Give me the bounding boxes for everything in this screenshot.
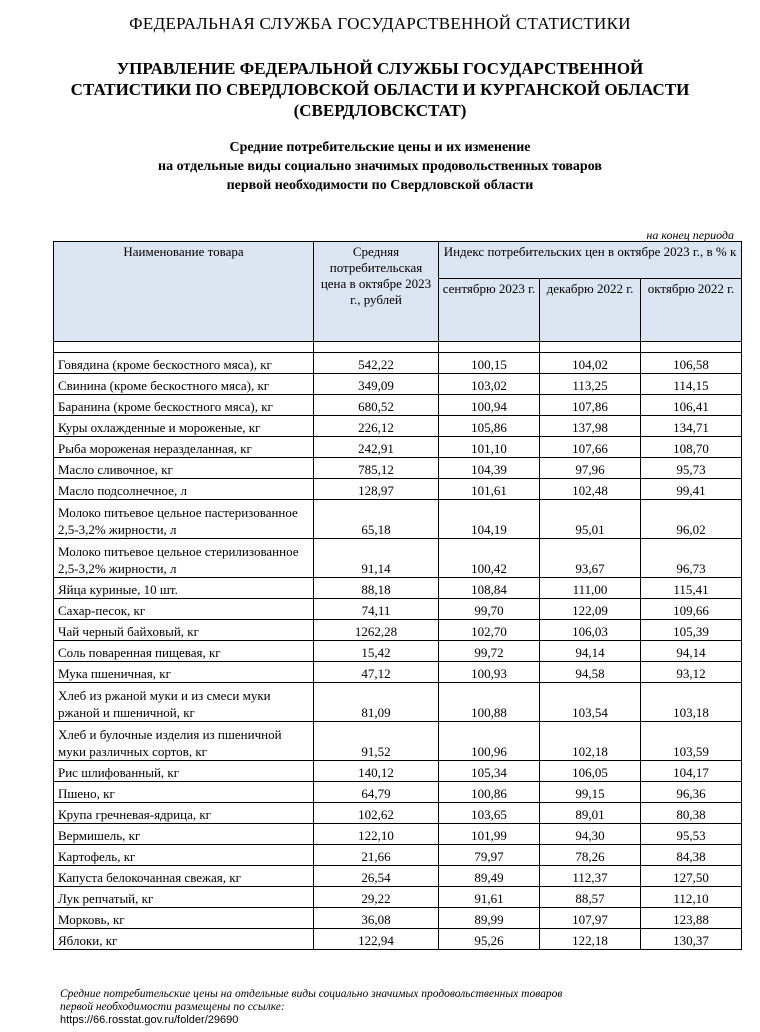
table-row [54,437,742,458]
table-row [54,620,742,641]
cell-product-name: Молоко питьевое цельное пастеризованное 2,5-3,2% жирности, л [54,500,314,539]
cell-index-october-2022: 109,66 [641,599,742,620]
cell-product-name: Баранина (кроме бескостного мяса), кг [54,395,314,416]
cell-index-december-2022: 122,18 [540,929,641,950]
cell-average-price: 26,54 [314,866,439,887]
cell-index-october-2022: 99,41 [641,479,742,500]
spacer-cell [314,342,439,353]
cell-index-october-2022: 84,38 [641,845,742,866]
cell-average-price: 65,18 [314,500,439,539]
subtitle-line: первой необходимости по Свердловской области [226,178,534,193]
cell-product-name: Куры охлажденные и мороженые, кг [54,416,314,437]
cell-index-september-2023: 100,94 [439,395,540,416]
subtitle-line: Средние потребительские цены и их изменение [229,140,531,155]
cell-index-september-2023: 103,65 [439,803,540,824]
cell-average-price: 81,09 [314,683,439,722]
footnote-link[interactable]: https://66.rosstat.gov.ru/folder/29690 [60,1014,239,1026]
cell-index-october-2022: 95,73 [641,458,742,479]
cell-product-name: Хлеб и булочные изделия из пшеничной муки различных сортов, кг [54,722,314,761]
cell-product-name: Капуста белокочанная свежая, кг [54,866,314,887]
cell-average-price: 226,12 [314,416,439,437]
table-row [54,458,742,479]
table-row [54,641,742,662]
cell-average-price: 64,79 [314,782,439,803]
spacer-row [54,342,742,353]
table-row [54,539,742,578]
cell-product-name: Морковь, кг [54,908,314,929]
table-row [54,908,742,929]
cell-average-price: 91,52 [314,722,439,761]
cell-index-october-2022: 96,02 [641,500,742,539]
cell-index-december-2022: 107,97 [540,908,641,929]
cell-product-name: Мука пшеничная, кг [54,662,314,683]
cell-index-december-2022: 103,54 [540,683,641,722]
cell-index-september-2023: 104,19 [439,500,540,539]
cell-index-september-2023: 102,70 [439,620,540,641]
cell-index-december-2022: 99,15 [540,782,641,803]
cell-average-price: 128,97 [314,479,439,500]
cell-index-december-2022: 95,01 [540,500,641,539]
prices-table [53,241,742,950]
cell-index-december-2022: 89,01 [540,803,641,824]
cell-index-september-2023: 108,84 [439,578,540,599]
cell-product-name: Чай черный байховый, кг [54,620,314,641]
cell-index-october-2022: 114,15 [641,374,742,395]
table-row [54,500,742,539]
table-row [54,353,742,374]
cell-index-september-2023: 105,34 [439,761,540,782]
spacer-cell [540,342,641,353]
cell-index-december-2022: 107,66 [540,437,641,458]
table-row [54,578,742,599]
cell-index-december-2022: 97,96 [540,458,641,479]
cell-index-december-2022: 78,26 [540,845,641,866]
cell-index-december-2022: 113,25 [540,374,641,395]
table-row [54,887,742,908]
cell-product-name: Яйца куриные, 10 шт. [54,578,314,599]
cell-average-price: 140,12 [314,761,439,782]
cell-index-september-2023: 89,49 [439,866,540,887]
cell-product-name: Хлеб из ржаной муки и из смеси муки ржаной и пшеничной, кг [54,683,314,722]
table-row [54,803,742,824]
cell-product-name: Яблоки, кг [54,929,314,950]
header-index-december-2022: декабрю 2022 г. [540,279,641,342]
cell-average-price: 122,10 [314,824,439,845]
cell-index-december-2022: 106,03 [540,620,641,641]
cell-average-price: 680,52 [314,395,439,416]
cell-index-december-2022: 94,14 [540,641,641,662]
cell-index-october-2022: 104,17 [641,761,742,782]
header-index-october-2022: октябрю 2022 г. [641,279,742,342]
cell-index-september-2023: 100,42 [439,539,540,578]
cell-index-september-2023: 101,61 [439,479,540,500]
cell-index-december-2022: 104,02 [540,353,641,374]
cell-index-october-2022: 127,50 [641,866,742,887]
cell-index-december-2022: 112,37 [540,866,641,887]
table-row [54,824,742,845]
table-row [54,416,742,437]
subtitle-line: на отдельные виды социально значимых продовольственных товаров [158,159,602,174]
cell-index-september-2023: 89,99 [439,908,540,929]
cell-average-price: 47,12 [314,662,439,683]
cell-average-price: 29,22 [314,887,439,908]
cell-product-name: Рыба мороженая неразделанная, кг [54,437,314,458]
table-row [54,866,742,887]
table-row [54,722,742,761]
cell-average-price: 122,94 [314,929,439,950]
cell-index-september-2023: 99,70 [439,599,540,620]
period-note: на конец периода [646,228,734,242]
cell-index-september-2023: 100,86 [439,782,540,803]
cell-index-october-2022: 96,73 [641,539,742,578]
cell-index-december-2022: 94,30 [540,824,641,845]
header-price-index: Индекс потребительских цен в октябре 2023 г., в % к [439,242,742,279]
cell-product-name: Лук репчатый, кг [54,887,314,908]
cell-average-price: 349,09 [314,374,439,395]
cell-product-name: Соль поваренная пищевая, кг [54,641,314,662]
department-title-line: СТАТИСТИКИ ПО СВЕРДЛОВСКОЙ ОБЛАСТИ И КУРГАНСКОЙ ОБЛАСТИ [70,80,690,99]
cell-index-october-2022: 103,18 [641,683,742,722]
cell-index-september-2023: 100,88 [439,683,540,722]
cell-index-october-2022: 105,39 [641,620,742,641]
department-title-line: УПРАВЛЕНИЕ ФЕДЕРАЛЬНОЙ СЛУЖБЫ ГОСУДАРСТВЕННОЙ [116,59,644,78]
cell-average-price: 15,42 [314,641,439,662]
table-row [54,782,742,803]
table-row [54,395,742,416]
cell-product-name: Сахар-песок, кг [54,599,314,620]
cell-index-october-2022: 106,58 [641,353,742,374]
table-row [54,374,742,395]
cell-index-september-2023: 100,96 [439,722,540,761]
cell-average-price: 36,08 [314,908,439,929]
cell-average-price: 542,22 [314,353,439,374]
cell-index-september-2023: 101,99 [439,824,540,845]
cell-index-december-2022: 102,18 [540,722,641,761]
cell-index-september-2023: 103,02 [439,374,540,395]
table-row [54,599,742,620]
cell-average-price: 91,14 [314,539,439,578]
cell-product-name: Крупа гречневая-ядрица, кг [54,803,314,824]
cell-average-price: 242,91 [314,437,439,458]
cell-index-october-2022: 134,71 [641,416,742,437]
cell-product-name: Свинина (кроме бескостного мяса), кг [54,374,314,395]
cell-index-october-2022: 123,88 [641,908,742,929]
cell-average-price: 88,18 [314,578,439,599]
cell-index-october-2022: 93,12 [641,662,742,683]
cell-product-name: Картофель, кг [54,845,314,866]
table-row [54,929,742,950]
cell-product-name: Масло сливочное, кг [54,458,314,479]
cell-average-price: 21,66 [314,845,439,866]
department-title [40,58,720,121]
cell-index-december-2022: 111,00 [540,578,641,599]
spacer-cell [439,342,540,353]
spacer-cell [54,342,314,353]
cell-index-september-2023: 95,26 [439,929,540,950]
cell-product-name: Молоко питьевое цельное стерилизованное 2,5-3,2% жирности, л [54,539,314,578]
cell-product-name: Вермишель, кг [54,824,314,845]
cell-average-price: 785,12 [314,458,439,479]
cell-index-october-2022: 80,38 [641,803,742,824]
cell-average-price: 74,11 [314,599,439,620]
document-subtitle [40,138,720,195]
cell-product-name: Рис шлифованный, кг [54,761,314,782]
cell-index-october-2022: 112,10 [641,887,742,908]
cell-index-october-2022: 96,36 [641,782,742,803]
cell-product-name: Говядина (кроме бескостного мяса), кг [54,353,314,374]
table-row [54,683,742,722]
agency-title: ФЕДЕРАЛЬНАЯ СЛУЖБА ГОСУДАРСТВЕННОЙ СТАТИСТИКИ [129,14,631,33]
cell-index-december-2022: 93,67 [540,539,641,578]
cell-index-october-2022: 108,70 [641,437,742,458]
cell-index-october-2022: 103,59 [641,722,742,761]
cell-product-name: Масло подсолнечное, л [54,479,314,500]
table-row [54,479,742,500]
footnote-text: Средние потребительские цены на отдельные виды социально значимых продовольственных товаров [60,988,563,1000]
cell-index-september-2023: 100,15 [439,353,540,374]
cell-index-october-2022: 130,37 [641,929,742,950]
cell-index-september-2023: 104,39 [439,458,540,479]
cell-index-october-2022: 95,53 [641,824,742,845]
cell-average-price: 1262,28 [314,620,439,641]
cell-index-december-2022: 88,57 [540,887,641,908]
cell-index-september-2023: 99,72 [439,641,540,662]
cell-index-december-2022: 137,98 [540,416,641,437]
spacer-cell [641,342,742,353]
cell-index-december-2022: 106,05 [540,761,641,782]
cell-average-price: 102,62 [314,803,439,824]
header-average-price: Средняя потребительская цена в октябре 2023 г., рублей [314,242,439,342]
cell-index-december-2022: 102,48 [540,479,641,500]
cell-index-september-2023: 79,97 [439,845,540,866]
cell-index-october-2022: 106,41 [641,395,742,416]
cell-index-october-2022: 115,41 [641,578,742,599]
cell-index-september-2023: 105,86 [439,416,540,437]
cell-index-september-2023: 100,93 [439,662,540,683]
cell-product-name: Пшено, кг [54,782,314,803]
footnote [60,988,740,1027]
cell-index-october-2022: 94,14 [641,641,742,662]
header-index-september-2023: сентябрю 2023 г. [439,279,540,342]
cell-index-december-2022: 94,58 [540,662,641,683]
department-title-line: (СВЕРДЛОВСКСТАТ) [293,101,467,120]
header-product-name: Наименование товара [54,242,314,342]
cell-index-september-2023: 91,61 [439,887,540,908]
footnote-text: первой необходимости размещены по ссылке: [60,1001,285,1013]
table-row [54,845,742,866]
cell-index-december-2022: 122,09 [540,599,641,620]
table-row [54,662,742,683]
table-row [54,761,742,782]
table-body [54,342,742,950]
cell-index-december-2022: 107,86 [540,395,641,416]
cell-index-september-2023: 101,10 [439,437,540,458]
